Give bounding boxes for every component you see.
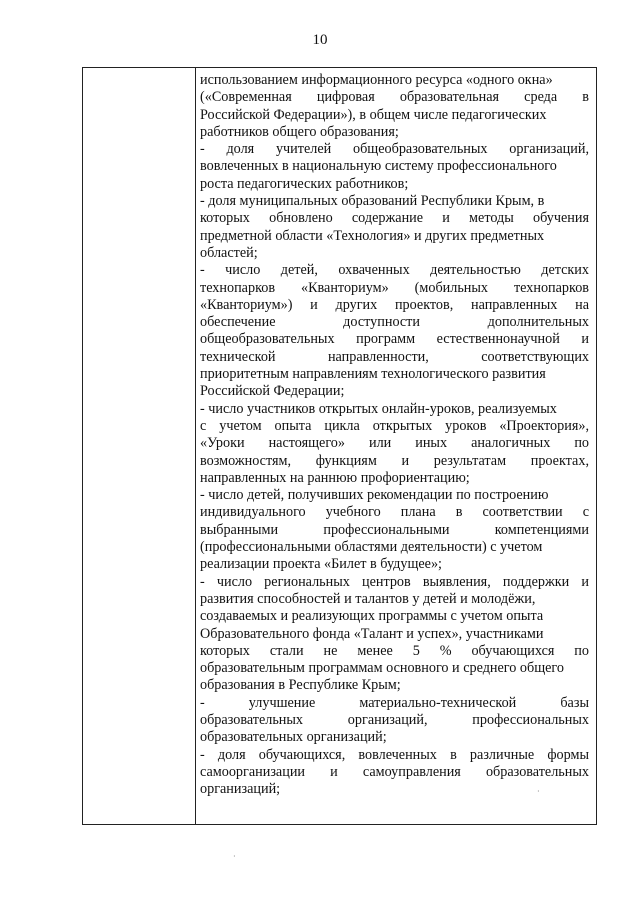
table-left-cell: [83, 68, 195, 824]
text-line: «Кванториум») и других проектов, направленных на: [200, 296, 589, 313]
text-line: создаваемых и реализующих программы с учетом опыта: [200, 608, 544, 625]
text-line: организаций;: [200, 781, 281, 798]
text-line: «Уроки настоящего» или иных аналогичных по: [200, 435, 589, 452]
text-line: которых обновлено содержание и методы обучения: [200, 210, 589, 227]
page-number: 10: [312, 32, 328, 48]
text-line: Российской Федерации»), в общем числе педагогических: [200, 106, 547, 123]
text-line: общеобразовательных программ естественнонаучной и: [200, 331, 589, 348]
text-line: использованием информационного ресурса «одного окна»: [200, 72, 553, 88]
text-line: («Современная цифровая образовательная среда в: [200, 89, 589, 106]
text-line: образования в Республике Крым;: [200, 677, 401, 694]
text-line: развития способностей и талантов у детей и молодёжи,: [200, 590, 536, 607]
text-line: - число детей, получивших рекомендации по построению: [200, 487, 549, 504]
text-line: - доля муниципальных образований Республики Крым, в: [200, 193, 545, 210]
scan-speck: ·: [537, 787, 540, 796]
text-line: направленных на раннюю профориентацию;: [200, 469, 470, 486]
document-table: [82, 67, 597, 825]
text-line: - число региональных центров выявления, поддержки и: [200, 573, 589, 590]
text-line: технической направленности, соответствующих: [200, 348, 589, 365]
text-line: которых стали не менее 5 % обучающихся по: [200, 642, 589, 659]
text-line: областей;: [200, 244, 258, 261]
text-line: - число детей, охваченных деятельностью детских: [200, 262, 589, 279]
text-line: образовательным программам основного и среднего общего: [200, 660, 564, 677]
text-line: (профессиональными областями деятельности) с учетом: [200, 539, 543, 556]
text-line: предметной области «Технология» и других предметных: [200, 227, 545, 244]
text-line: роста педагогических работников;: [200, 175, 409, 192]
text-line: с учетом опыта цикла открытых уроков «Проектория»,: [200, 417, 589, 434]
text-line: - доля учителей общеобразовательных организаций,: [200, 141, 589, 158]
text-line: возможностям, функциям и результатам проектах,: [200, 452, 589, 469]
text-line: образовательных организаций, профессиональных: [200, 711, 589, 728]
text-line: работников общего образования;: [200, 123, 399, 140]
text-line: реализации проекта «Билет в будущее»;: [200, 556, 443, 573]
text-line: индивидуального учебного плана в соответствии с: [200, 504, 589, 521]
text-line: - число участников открытых онлайн-уроков, реализуемых: [200, 400, 557, 417]
text-line: - улучшение материально-технической базы: [200, 694, 589, 711]
table-right-cell: [200, 72, 589, 798]
text-line: приоритетным направлениям технологического развития: [200, 366, 546, 383]
text-line: Российской Федерации;: [200, 383, 345, 400]
text-line: самоорганизации и самоуправления образовательных: [200, 763, 589, 780]
scan-speck: ·: [233, 852, 236, 861]
text-line: обеспечение доступности дополнительных: [200, 314, 589, 331]
text-line: выбранными профессиональными компетенциями: [200, 521, 589, 538]
text-line: технопарков «Кванториум» (мобильных технопарков: [200, 279, 589, 296]
table-column-divider: [195, 68, 196, 824]
text-line: образовательных организаций;: [200, 729, 387, 746]
text-line: вовлеченных в национальную систему профессионального: [200, 158, 557, 175]
text-line: Образовательного фонда «Талант и успех», участниками: [200, 625, 544, 642]
text-line: - доля обучающихся, вовлеченных в различные формы: [200, 746, 589, 763]
